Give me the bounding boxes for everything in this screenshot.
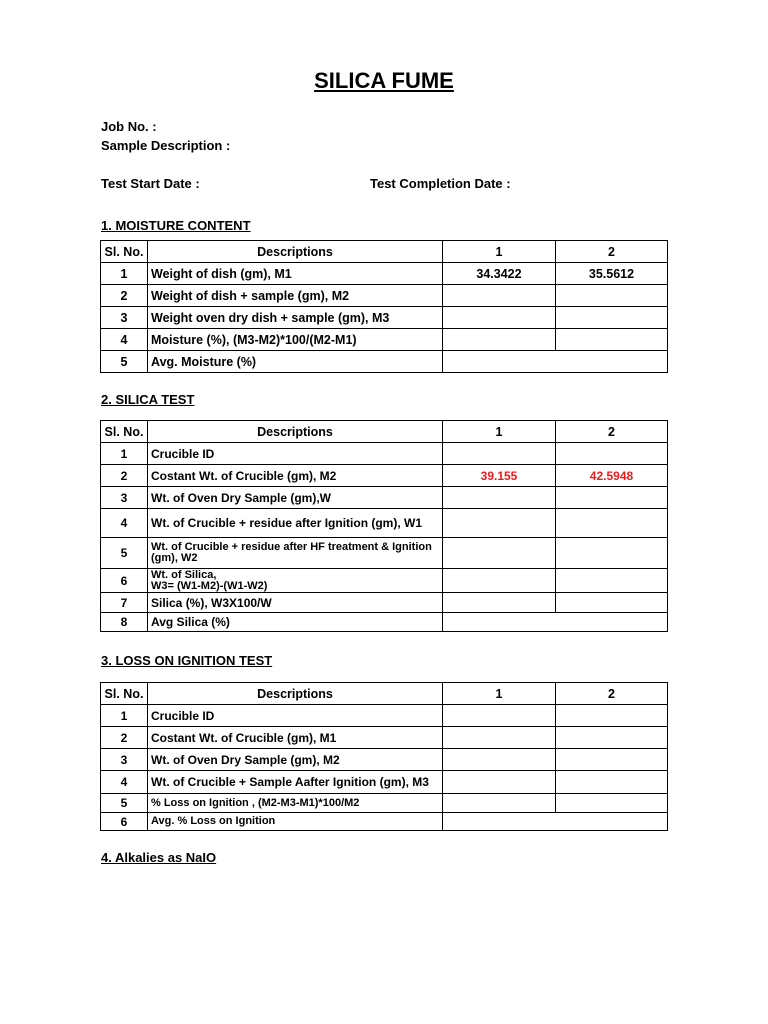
row-value-1: 39.155	[443, 465, 556, 487]
row-description: Avg. Moisture (%)	[148, 351, 443, 373]
table-row	[101, 705, 668, 727]
job-no-label: Job No. :	[101, 119, 157, 134]
moisture-table	[100, 240, 668, 373]
row-description: Weight of dish (gm), M1	[148, 263, 443, 285]
row-description-line-1: Wt. of Silica,	[151, 568, 217, 581]
row-value-2: 42.5948	[556, 465, 668, 487]
row-value-2: 35.5612	[556, 263, 668, 285]
loi-table	[100, 682, 668, 831]
row-sl: 6	[101, 569, 148, 593]
row-value-1	[443, 771, 556, 794]
table-header-row	[101, 683, 668, 705]
row-description: Weight oven dry dish + sample (gm), M3	[148, 307, 443, 329]
row-sl: 3	[101, 749, 148, 771]
row-value-2	[556, 329, 668, 351]
row-description: Weight of dish + sample (gm), M2	[148, 285, 443, 307]
row-value-1	[443, 794, 556, 813]
row-value-1	[443, 727, 556, 749]
row-sl: 1	[101, 263, 148, 285]
row-description-line-2: W3= (W1-M2)-(W1-W2)	[151, 579, 268, 592]
row-value-2	[556, 443, 668, 465]
row-description	[148, 569, 443, 593]
row-sl: 2	[101, 285, 148, 307]
row-sl: 5	[101, 351, 148, 373]
row-sl: 2	[101, 727, 148, 749]
row-sl: 4	[101, 771, 148, 794]
header-col-1: 1	[443, 241, 556, 263]
header-sl-no: Sl. No.	[101, 421, 148, 443]
table-row	[101, 538, 668, 569]
row-sl: 1	[101, 443, 148, 465]
row-value-1	[443, 509, 556, 538]
test-completion-date-label: Test Completion Date :	[370, 176, 511, 191]
row-description: Wt. of Crucible + Sample Aafter Ignition (gm), M3	[148, 771, 443, 794]
row-value-1	[443, 285, 556, 307]
row-value-1	[443, 538, 556, 569]
row-value-1	[443, 705, 556, 727]
row-description: Wt. of Oven Dry Sample (gm),W	[148, 487, 443, 509]
row-value-1	[443, 307, 556, 329]
row-value-2	[556, 593, 668, 613]
table-row	[101, 569, 668, 593]
table-header-row	[101, 241, 668, 263]
header-col-2: 2	[556, 241, 668, 263]
section-heading-silica: 2. SILICA TEST	[101, 392, 195, 407]
row-description: Silica (%), W3X100/W	[148, 593, 443, 613]
row-description: Wt. of Oven Dry Sample (gm), M2	[148, 749, 443, 771]
header-sl-no: Sl. No.	[101, 683, 148, 705]
table-row	[101, 263, 668, 285]
row-value-2	[556, 487, 668, 509]
section-heading-alkalies: 4. Alkalies as NaIO	[101, 850, 217, 865]
table-row	[101, 749, 668, 771]
table-row	[101, 771, 668, 794]
table-row	[101, 329, 668, 351]
table-row	[101, 593, 668, 613]
row-value-2	[556, 705, 668, 727]
header-col-1: 1	[443, 683, 556, 705]
document-title: SILICA FUME	[314, 68, 454, 93]
silica-table	[100, 420, 668, 632]
row-value-1	[443, 443, 556, 465]
row-value-2	[556, 538, 668, 569]
row-description: Avg. % Loss on Ignition	[148, 813, 443, 831]
row-description: Crucible ID	[148, 443, 443, 465]
row-value-2	[556, 771, 668, 794]
header-descriptions: Descriptions	[148, 421, 443, 443]
row-sl: 8	[101, 613, 148, 632]
table-header-row	[101, 421, 668, 443]
table-row	[101, 794, 668, 813]
row-sl: 4	[101, 509, 148, 538]
row-sl: 3	[101, 307, 148, 329]
row-average-value	[443, 813, 668, 831]
row-description: Avg Silica (%)	[148, 613, 443, 632]
header-sl-no: Sl. No.	[101, 241, 148, 263]
row-value-2	[556, 794, 668, 813]
row-sl: 5	[101, 794, 148, 813]
row-value-2	[556, 285, 668, 307]
row-description: Moisture (%), (M3-M2)*100/(M2-M1)	[148, 329, 443, 351]
row-value-1	[443, 749, 556, 771]
table-row	[101, 487, 668, 509]
row-description: % Loss on Ignition , (M2-M3-M1)*100/M2	[148, 794, 443, 813]
header-col-2: 2	[556, 421, 668, 443]
row-description: Crucible ID	[148, 705, 443, 727]
header-col-1: 1	[443, 421, 556, 443]
table-row	[101, 285, 668, 307]
row-sl: 2	[101, 465, 148, 487]
section-heading-moisture: 1. MOISTURE CONTENT	[101, 218, 251, 233]
table-row	[101, 509, 668, 538]
table-row	[101, 443, 668, 465]
row-average-value	[443, 351, 668, 373]
table-row	[101, 465, 668, 487]
table-row	[101, 307, 668, 329]
row-sl: 4	[101, 329, 148, 351]
row-sl: 5	[101, 538, 148, 569]
row-sl: 7	[101, 593, 148, 613]
table-row	[101, 727, 668, 749]
row-average-value	[443, 613, 668, 632]
row-value-2	[556, 307, 668, 329]
row-sl: 3	[101, 487, 148, 509]
test-start-date-label: Test Start Date :	[101, 176, 200, 191]
table-row	[101, 813, 668, 831]
row-value-2	[556, 727, 668, 749]
row-value-1: 34.3422	[443, 263, 556, 285]
header-descriptions: Descriptions	[148, 241, 443, 263]
row-sl: 6	[101, 813, 148, 831]
row-value-1	[443, 569, 556, 593]
row-value-1	[443, 329, 556, 351]
sample-description-label: Sample Description :	[101, 138, 231, 153]
row-value-1	[443, 593, 556, 613]
row-description: Wt. of Crucible + residue after HF treatment & Ignition (gm), W2	[148, 538, 443, 569]
table-row	[101, 351, 668, 373]
row-sl: 1	[101, 705, 148, 727]
row-description: Costant Wt. of Crucible (gm), M1	[148, 727, 443, 749]
header-col-2: 2	[556, 683, 668, 705]
row-value-1	[443, 487, 556, 509]
table-row	[101, 613, 668, 632]
row-description: Costant Wt. of Crucible (gm), M2	[148, 465, 443, 487]
row-value-2	[556, 569, 668, 593]
row-value-2	[556, 749, 668, 771]
row-description: Wt. of Crucible + residue after Ignition (gm), W1	[148, 509, 443, 538]
section-heading-loi: 3. LOSS ON IGNITION TEST	[101, 653, 273, 668]
row-value-2	[556, 509, 668, 538]
header-descriptions: Descriptions	[148, 683, 443, 705]
